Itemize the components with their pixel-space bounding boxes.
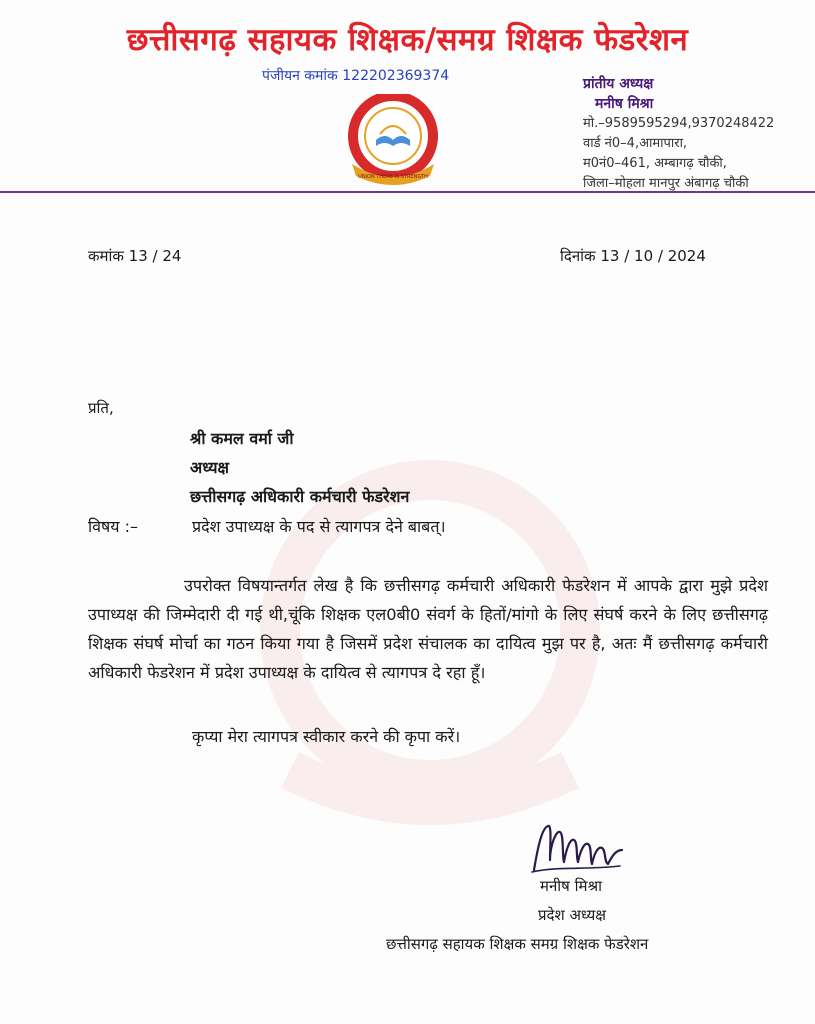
letterhead-divider [0,191,815,193]
recipient-org: छत्तीसगढ़ अधिकारी कर्मचारी फेडरेशन [190,487,410,506]
president-name: मनीष मिश्रा [595,96,654,112]
president-address-1: वार्ड नं0–4,आमापारा, [583,136,688,151]
president-title: प्रांतीय अध्यक्ष [583,76,654,92]
president-address-2: म0नं0–461, अम्बागढ़ चौकी, [583,156,727,171]
signatory-organization: छत्तीसगढ़ सहायक शिक्षक समग्र शिक्षक फेडरेशन [386,935,649,953]
recipient-block [190,424,409,511]
letter-body [88,571,768,687]
recipient-name: श्री कमल वर्मा जी [190,429,294,448]
request-line: कृप्या मेरा त्यागपत्र स्वीकार करने की कृपा करें। [192,727,461,746]
federation-logo [338,94,448,188]
reference-number: कमांक 13 / 24 [88,247,182,265]
letterhead-title: छत्तीसगढ़ सहायक शिक्षक/समग्र शिक्षक फेडरेशन [126,22,689,58]
signatory-role: प्रदेश अध्यक्ष [538,906,607,924]
letter-date: दिनांक 13 / 10 / 2024 [560,247,706,265]
subject-label: विषय :– [88,517,139,536]
signatory-name: मनीष मिश्रा [540,877,602,895]
handwritten-signature [528,816,626,882]
subject-text: प्रदेश उपाध्यक्ष के पद से त्यागपत्र देने बाबत्। [192,517,446,536]
registration-number: पंजीयन कमांक 122202369374 [262,68,450,84]
president-address-3: जिला–मोहला मानपुर अंबागढ़ चौकी [583,176,749,191]
to-label: प्रति, [88,399,114,417]
president-phone: मो.–9589595294,9370248422 [583,116,775,131]
recipient-title: अध्यक्ष [190,458,229,477]
body-paragraph: उपरोक्त विषयान्तर्गत लेख है कि छत्तीसगढ़ कर्मचारी अधिकारी फेडरेशन में आपके द्वारा मुझे प्रदेश उपाध्यक्ष की जिम्मेदारी दी गई थी,चूंकि शिक्षक एल0बी0 संवर्ग के हितों/मांगो के लिए संघर्ष करने के लिए छत्तीसगढ़ शिक्षक संघर्ष मोर्चा का गठन किया गया है जिसमें प्रदेश संचालक का दायित्व मुझ पर है, अतः मैं छत्तीसगढ़ कर्मचारी अधिकारी फेडरेशन में प्रदेश उपाध्यक्ष के दायित्व से त्यागपत्र दे रहा हूँ। [88,576,768,682]
president-block [583,74,774,194]
logo-motto: UNION THERE IS STRENGTH [358,174,428,180]
